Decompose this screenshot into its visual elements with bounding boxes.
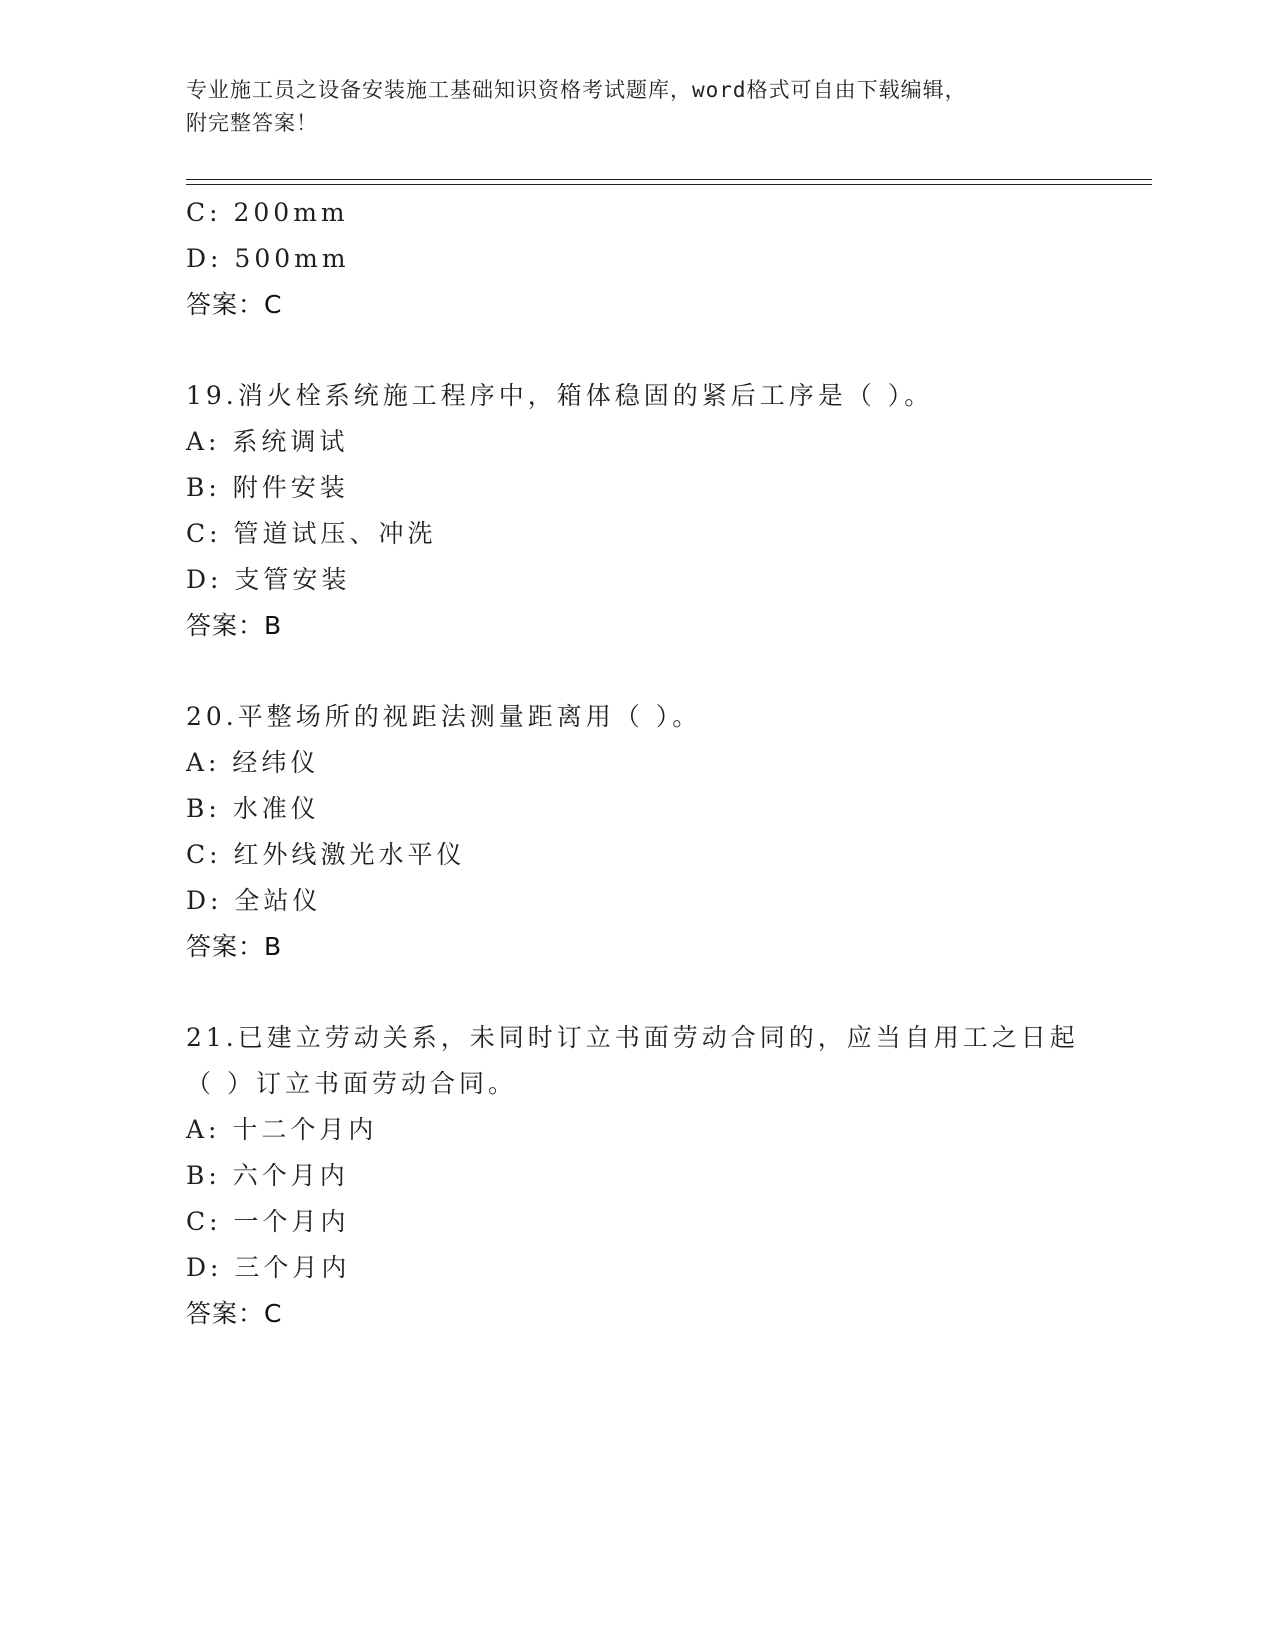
question-stem: 19.消火栓系统施工程序中，箱体稳固的紧后工序是（ ）。	[186, 381, 934, 410]
answer-line: 答案：B	[186, 932, 283, 961]
answer-line: 答案：C	[186, 1299, 283, 1328]
option-d: D: 三个月内	[186, 1253, 351, 1282]
question-stem: 20.平整场所的视距法测量距离用（ ）。	[186, 702, 702, 731]
option-c: C: 红外线激光水平仪	[186, 840, 466, 869]
document-header	[186, 74, 1086, 140]
option-b: B: 附件安装	[186, 473, 349, 502]
header-title-line-2: 附完整答案！	[186, 111, 318, 135]
option-b: B: 六个月内	[186, 1161, 349, 1190]
option-c: C: 200mm	[186, 198, 349, 227]
question-stem-continued: （ ）订立书面劳动合同。	[186, 1069, 517, 1098]
spacer	[186, 328, 1146, 373]
header-title-line-1: 专业施工员之设备安装施工基础知识资格考试题库，word格式可自由下载编辑，	[186, 78, 967, 102]
option-a: A: 十二个月内	[186, 1115, 378, 1144]
option-d: D: 500mm	[186, 244, 350, 273]
option-b: B: 水准仪	[186, 794, 320, 823]
option-c: C: 管道试压、冲洗	[186, 519, 437, 548]
question-19	[186, 373, 1146, 649]
question-20	[186, 694, 1146, 970]
spacer	[186, 649, 1146, 694]
option-d: D: 支管安装	[186, 565, 351, 594]
option-a: A: 经纬仪	[186, 748, 320, 777]
header-divider-top	[186, 179, 1152, 180]
option-c: C: 一个月内	[186, 1207, 350, 1236]
question-21	[186, 1015, 1146, 1337]
question-18-continuation	[186, 190, 1146, 328]
answer-line: 答案：B	[186, 611, 283, 640]
option-d: D: 全站仪	[186, 886, 322, 915]
spacer	[186, 970, 1146, 1015]
answer-line: 答案：C	[186, 290, 283, 319]
question-stem: 21.已建立劳动关系，未同时订立书面劳动合同的，应当自用工之日起	[186, 1023, 1079, 1052]
header-divider-bottom	[186, 184, 1152, 185]
document-body	[186, 190, 1146, 1337]
option-a: A: 系统调试	[186, 427, 349, 456]
